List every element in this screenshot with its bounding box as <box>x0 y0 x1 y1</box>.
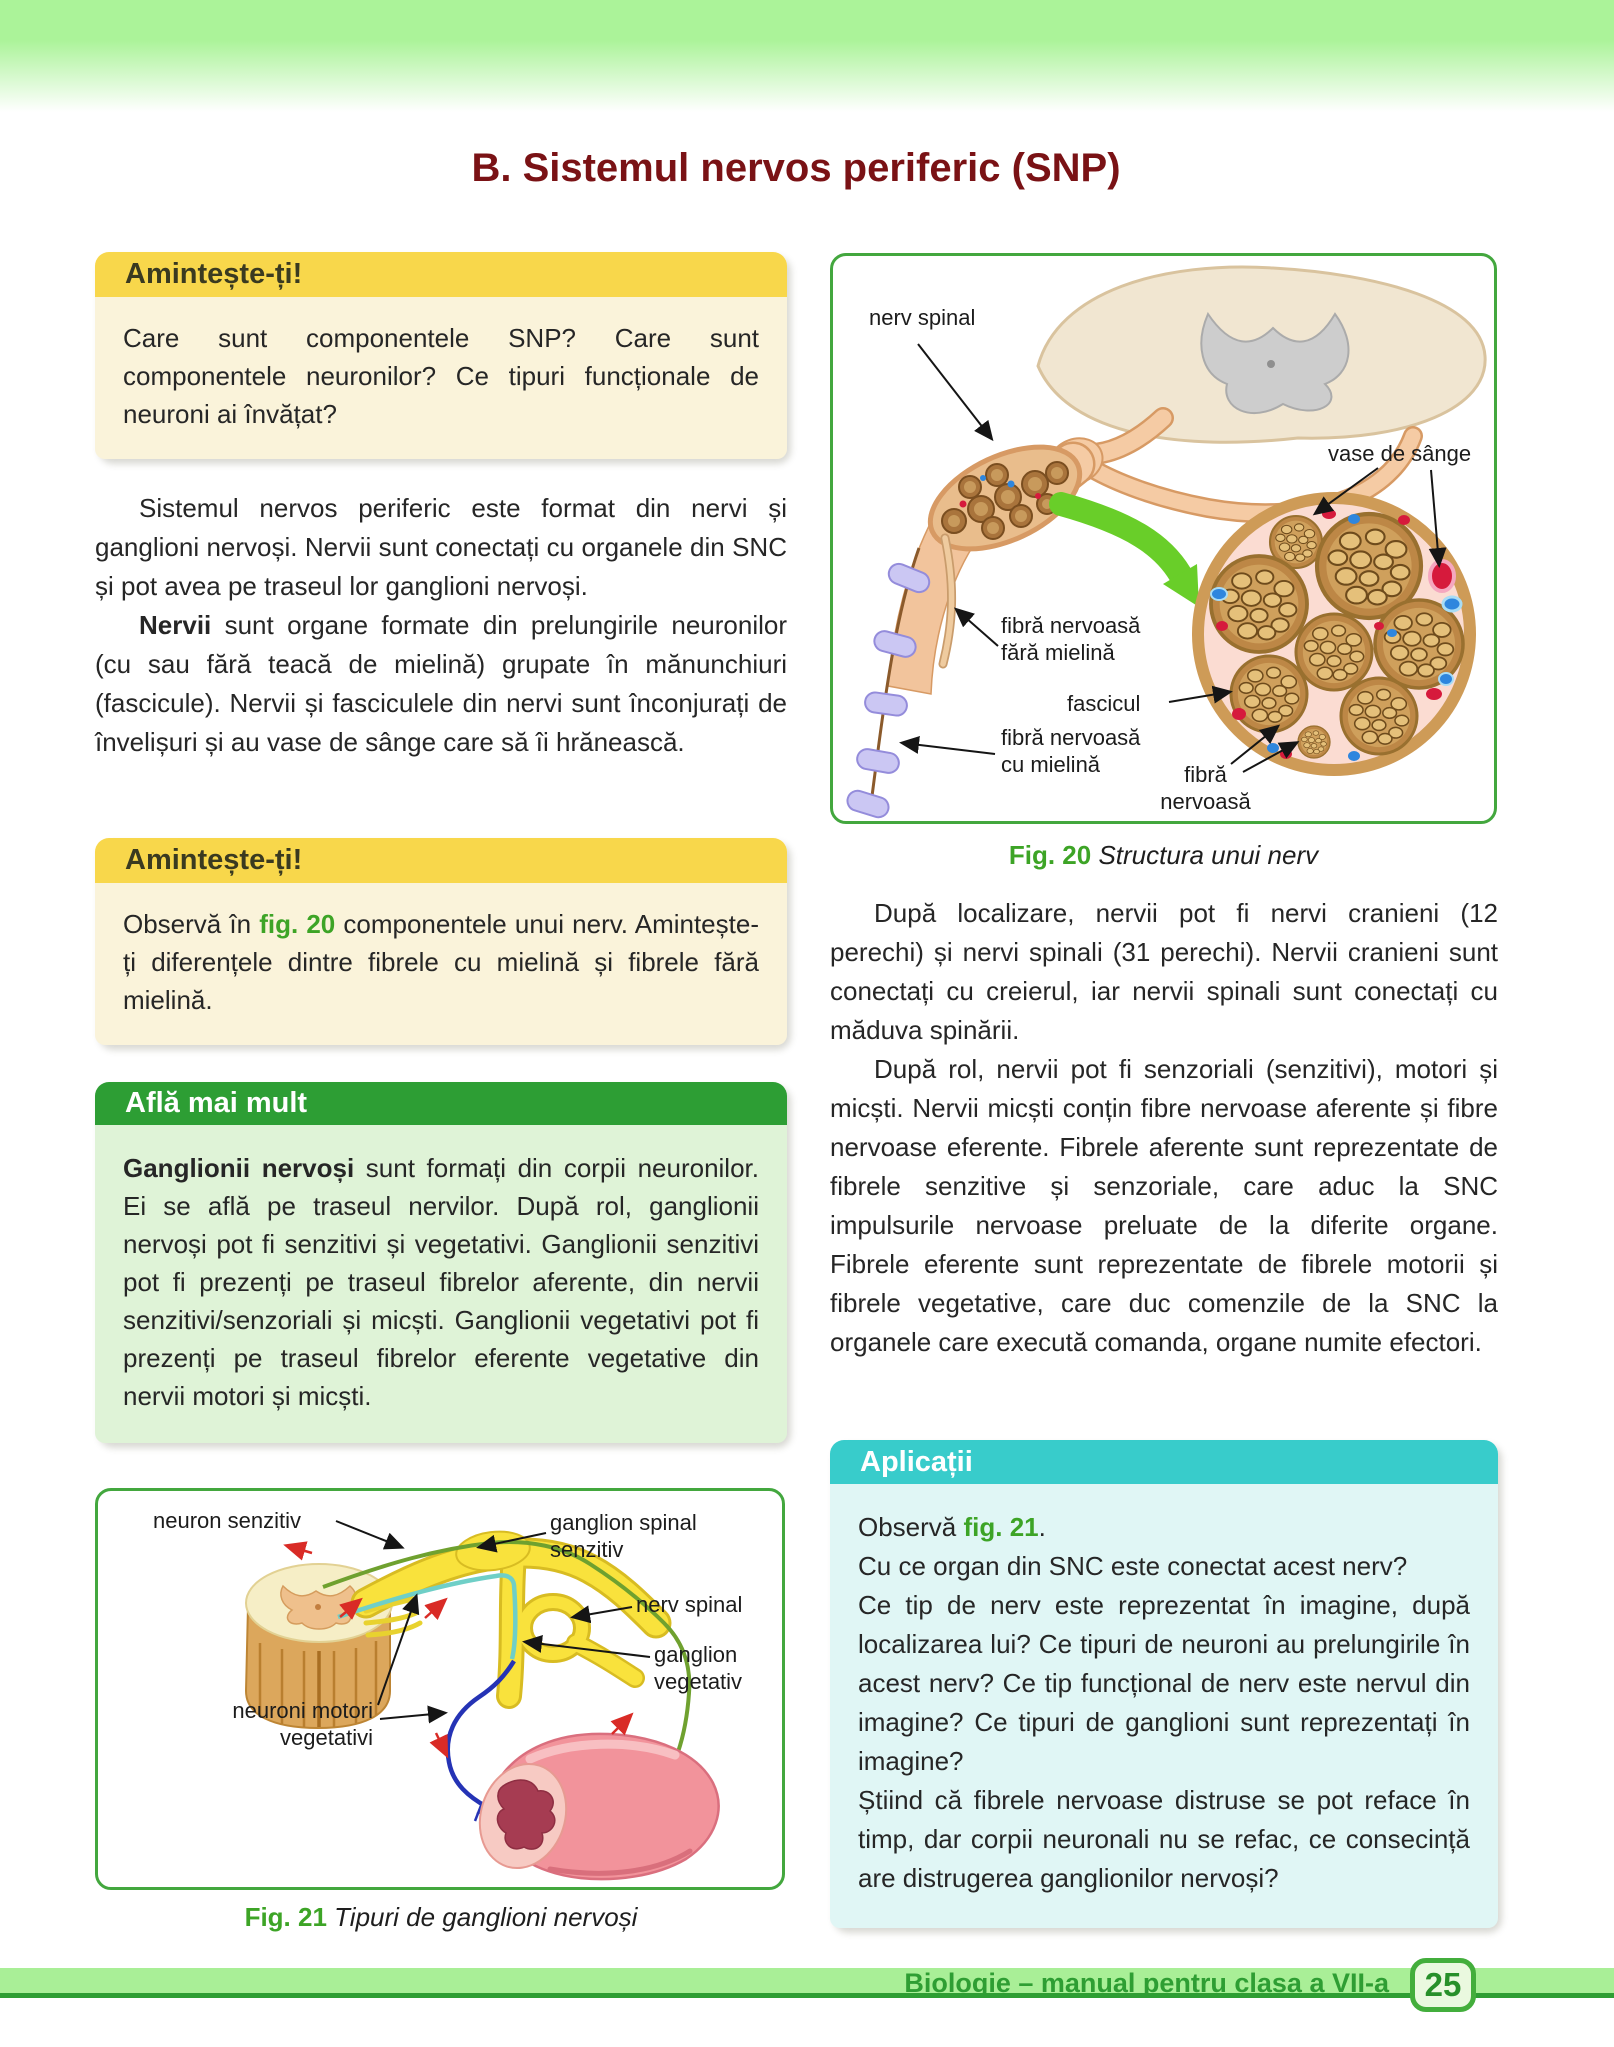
applications-box <box>830 1440 1498 1928</box>
applications-q4: Știind că fibrele nervoase distruse se pot reface în timp, dar corpii neuronali nu se refac, ce consecință are distrugerea ganglionilor nervoși? <box>858 1785 1470 1893</box>
applications-q2: Cu ce organ din SNC este conectat acest nerv? <box>858 1551 1408 1581</box>
right-paragraph-2: După rol, nervii pot fi senzoriali (senzitivi), motori și micști. Nervii micști conțin fibre nervoase aferente și fibre nervoase eferente. Fibrele aferente sunt reprezentate de fibrele senzitive și senzoriale, care aduc la SNC impulsurile nervoase preluate de la diferite organe. Fibrele eferente sunt reprezentate de fibrele motorii și fibrele vegetative, care duc comenzile de la SNC la organele care execută comanda, organe numite efectori. <box>830 1054 1498 1357</box>
applications-header: Aplicații <box>830 1440 1498 1484</box>
zoom-arrow <box>1061 504 1199 607</box>
remember-box-1 <box>95 252 787 459</box>
applications-body <box>830 1484 1498 1928</box>
learn-more-lead: Ganglionii nervoși <box>123 1153 355 1183</box>
fig20-label-nerv-spinal: nerv spinal <box>869 305 976 330</box>
learn-more-body: Ganglionii nervoși sunt formați din corpii neuronilor. Ei se află pe traseul nervilor. După rol, ganglionii nervoși pot fi senzitivi și vegetativi. Ganglionii senzitivi pot fi prezenți pe traseul fibrelor aferente, din nervii senzitivi/senzoriali și micști. Ganglionii vegetativi pot fi prezenți pe traseul fibrelor eferente vegetative din nervii motori și micști. <box>95 1125 787 1443</box>
fig21-label-neuron-senzitiv: neuron senzitiv <box>153 1508 301 1533</box>
fig20-label-vase-de-sange: vase de sânge <box>1328 441 1472 466</box>
remember-box-2 <box>95 838 787 1045</box>
fig21-reference: fig. 21 <box>963 1512 1039 1542</box>
figure-20 <box>830 253 1497 824</box>
applications-q3: Ce tip de nerv este reprezentat în imagine, după localizarea lui? Ce tipuri de neuroni au prelungirile în acest nerv? Ce tip funcțional de nerv este nervul din imagine? Ce tipuri de ganglioni sunt reprezentați în imagine? <box>858 1590 1470 1776</box>
effector-organ <box>467 1734 719 1880</box>
applications-q1: Observă fig. 21. <box>858 1512 1046 1542</box>
fig20-reference: fig. 20 <box>259 909 336 939</box>
fig21-label-neuroni-motori: neuroni motori vegetativi <box>232 1698 373 1750</box>
fig20-label-fibra-cu-mielina: fibră nervoasă cu mielină <box>1001 725 1141 777</box>
remember-box-2-header: Amintește-ți! <box>95 838 787 883</box>
learn-more-header: Află mai mult <box>95 1082 787 1125</box>
fig20-label-fibra-nervoasa: fibră nervoasă <box>1160 762 1251 814</box>
spinal-cord-top <box>1038 267 1485 442</box>
remember-box-1-header: Amintește-ți! <box>95 252 787 297</box>
page-number: 25 <box>1410 1958 1476 2012</box>
learn-more-box <box>95 1082 787 1443</box>
fig21-caption: Fig. 21 Tipuri de ganglioni nervoși <box>244 1902 638 1932</box>
fig20-illustration <box>833 256 1494 821</box>
right-paragraph-1: După localizare, nervii pot fi nervi cranieni (12 perechi) și nervi spinali (31 perechi). Nervii cranieni sunt conectați cu creierul, iar nervii spinali sunt conectați cu măduva spinării. <box>830 898 1498 1045</box>
intro-p2-rest: sunt organe formate din prelungirile neuronilor (cu sau fără teacă de mielină) grupate în mănunchiuri (fascicule). Nervii și fasciculele din nervi sunt înconjurați de învelișuri și au vase de sânge care să îi hrănească. <box>95 610 787 757</box>
nerve-cross-section <box>1198 498 1470 770</box>
right-paragraphs <box>830 894 1498 1362</box>
fig20-label-fibra-fara-mielina: fibră nervoasă fără mielină <box>1001 613 1141 665</box>
intro-paragraph-2 <box>95 606 787 762</box>
intro-paragraphs <box>95 489 787 762</box>
fig21-label-ganglion-vegetativ: ganglion vegetativ <box>654 1642 743 1694</box>
fig21-label-ganglion-spinal: ganglion spinal senzitiv <box>550 1510 697 1562</box>
figure-21 <box>95 1488 785 1890</box>
remember-box-1-body: Care sunt componentele SNP? Care sunt componentele neuronilor? Ce tipuri funcționale de neuroni ai învățat? <box>95 297 787 459</box>
remember-box-2-body: Observă în fig. 20 componentele unui nerv. Amintește-ți diferențele dintre fibrele cu mielină și fibrele fără mielină. <box>95 883 787 1045</box>
fig20-label-fascicul: fascicul <box>1067 691 1141 716</box>
footer-text: Biologie – manual pentru clasa a VII-a <box>904 1968 1389 1998</box>
fig21-label-nerv-spinal: nerv spinal <box>636 1592 743 1617</box>
intro-p2-lead: Nervii <box>139 610 212 640</box>
intro-paragraph-1: Sistemul nervos periferic este format din nervi și ganglioni nervoși. Nervii sunt conectați cu organele din SNC și pot avea pe traseul lor ganglioni nervoși. <box>95 493 787 601</box>
page-title: B. Sistemul nervos periferic (SNP) <box>471 146 1121 190</box>
footer-bar <box>0 1968 1614 1998</box>
top-gradient-band <box>0 0 1614 115</box>
fig20-caption: Fig. 20 Structura unui nerv <box>1008 840 1319 870</box>
